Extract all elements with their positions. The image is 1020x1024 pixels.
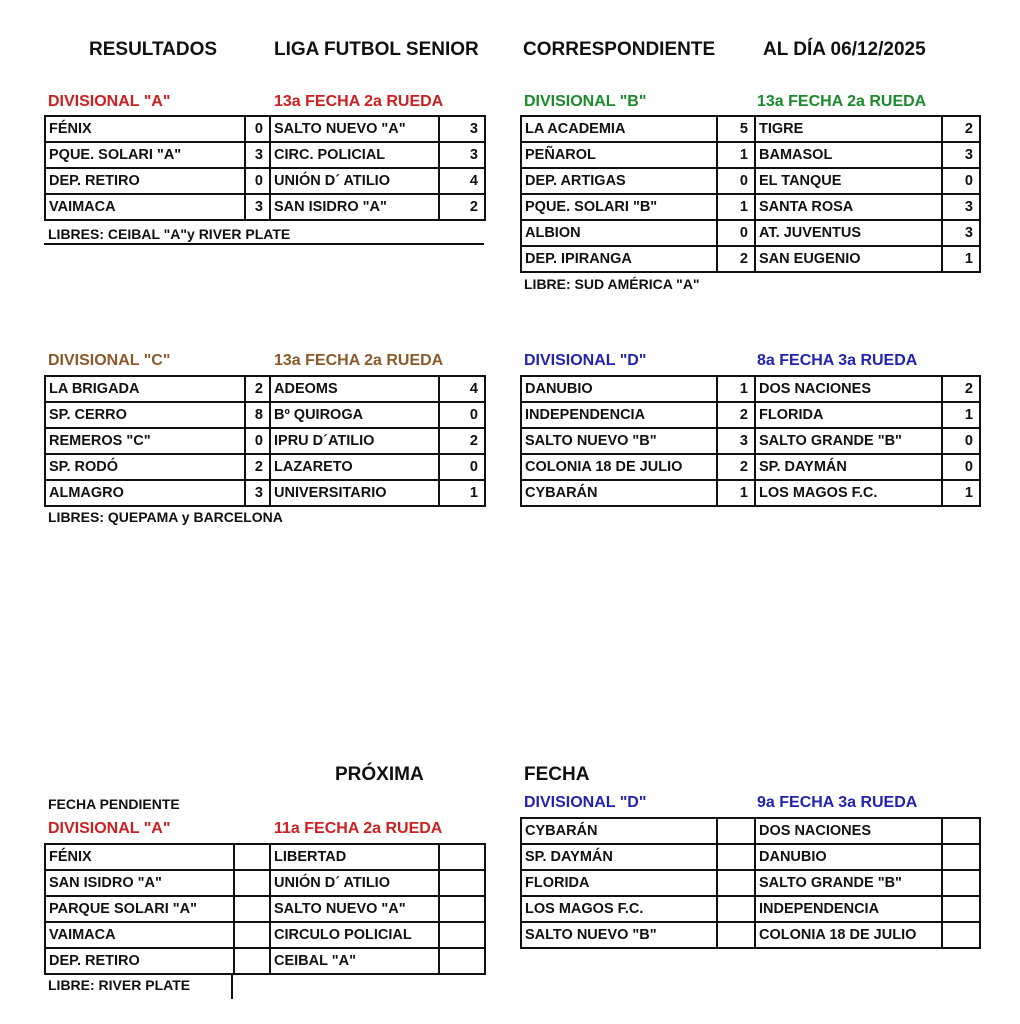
team-away: SALTO GRANDE "B" [755, 870, 942, 896]
score-away: 4 [439, 376, 485, 402]
score-away: 0 [439, 402, 485, 428]
team-away: DOS NACIONES [755, 376, 942, 402]
team-away: LIBERTAD [270, 844, 439, 870]
score-home: 0 [245, 168, 270, 194]
score-home: 3 [245, 194, 270, 220]
score-home: 1 [717, 194, 755, 220]
score-home: 2 [717, 454, 755, 480]
table-row [521, 844, 980, 870]
score-away: 3 [439, 142, 485, 168]
score-home: 0 [245, 116, 270, 142]
score-home [717, 844, 755, 870]
team-home: DEP. RETIRO [45, 168, 245, 194]
div-d-title: DIVISIONAL "D" [524, 352, 647, 369]
table-row [521, 142, 980, 168]
team-home: SP. DAYMÁN [521, 844, 717, 870]
team-home: DEP. RETIRO [45, 948, 234, 974]
score-away: 2 [942, 376, 980, 402]
team-home: CYBARÁN [521, 480, 717, 506]
team-home: PQUE. SOLARI "A" [45, 142, 245, 168]
table-row [521, 480, 980, 506]
table-row [45, 896, 485, 922]
score-home: 5 [717, 116, 755, 142]
team-away: SALTO NUEVO "A" [270, 896, 439, 922]
score-home: 1 [717, 480, 755, 506]
team-home: VAIMACA [45, 194, 245, 220]
score-away [942, 818, 980, 844]
div-b-body [521, 116, 980, 272]
team-away: LOS MAGOS F.C. [755, 480, 942, 506]
team-away: SANTA ROSA [755, 194, 942, 220]
header-correspondiente: CORRESPONDIENTE [523, 39, 716, 60]
score-home: 2 [717, 246, 755, 272]
score-home [717, 870, 755, 896]
team-home: REMEROS "C" [45, 428, 245, 454]
div-b-title: DIVISIONAL "B" [524, 93, 647, 110]
div-a-divider [44, 243, 484, 245]
table-row [45, 194, 485, 220]
score-away [942, 896, 980, 922]
score-home: 0 [717, 220, 755, 246]
div-b-table [520, 115, 981, 273]
team-away: CIRC. POLICIAL [270, 142, 439, 168]
prox-d-title: DIVISIONAL "D" [524, 794, 647, 811]
table-row [521, 818, 980, 844]
score-home: 8 [245, 402, 270, 428]
table-row [45, 870, 485, 896]
table-row [45, 116, 485, 142]
table-row [45, 428, 485, 454]
table-row [521, 246, 980, 272]
team-home: SAN ISIDRO "A" [45, 870, 234, 896]
team-away: AT. JUVENTUS [755, 220, 942, 246]
prox-a-body [45, 844, 485, 974]
table-row [45, 948, 485, 974]
team-home: LA BRIGADA [45, 376, 245, 402]
team-away: COLONIA 18 DE JULIO [755, 922, 942, 948]
table-row [521, 896, 980, 922]
team-home: FLORIDA [521, 870, 717, 896]
team-away: BAMASOL [755, 142, 942, 168]
score-home [717, 818, 755, 844]
score-home: 2 [245, 376, 270, 402]
team-away: DOS NACIONES [755, 818, 942, 844]
score-home: 3 [245, 480, 270, 506]
div-c-table [44, 375, 486, 507]
score-away: 3 [942, 220, 980, 246]
score-away [942, 922, 980, 948]
team-home: DANUBIO [521, 376, 717, 402]
score-home [717, 896, 755, 922]
score-away [439, 844, 485, 870]
prox-a-libre-divider [231, 973, 233, 999]
score-away [942, 870, 980, 896]
team-away: SAN EUGENIO [755, 246, 942, 272]
score-away: 0 [942, 428, 980, 454]
team-away: TIGRE [755, 116, 942, 142]
score-away: 4 [439, 168, 485, 194]
score-away: 0 [942, 168, 980, 194]
team-home: ALBION [521, 220, 717, 246]
score-home: 2 [245, 454, 270, 480]
prox-d-table [520, 817, 981, 949]
team-home: LOS MAGOS F.C. [521, 896, 717, 922]
prox-a-title: DIVISIONAL "A" [48, 820, 171, 837]
table-row [521, 870, 980, 896]
table-row [521, 402, 980, 428]
div-c-libres: LIBRES: QUEPAMA y BARCELONA [48, 509, 283, 525]
score-home: 3 [717, 428, 755, 454]
team-home: DEP. IPIRANGA [521, 246, 717, 272]
team-away: UNIÓN D´ ATILIO [270, 168, 439, 194]
score-away: 1 [942, 246, 980, 272]
score-away [942, 844, 980, 870]
table-row [45, 142, 485, 168]
team-away: Bº QUIROGA [270, 402, 439, 428]
team-away: SALTO NUEVO "A" [270, 116, 439, 142]
score-away: 3 [439, 116, 485, 142]
team-away: ADEOMS [270, 376, 439, 402]
score-away: 1 [942, 480, 980, 506]
score-home: 0 [717, 168, 755, 194]
score-home [234, 844, 270, 870]
team-home: CYBARÁN [521, 818, 717, 844]
score-away: 1 [439, 480, 485, 506]
score-home [234, 896, 270, 922]
table-row [45, 454, 485, 480]
table-row [45, 480, 485, 506]
table-row [521, 194, 980, 220]
score-away [439, 922, 485, 948]
table-row [521, 428, 980, 454]
score-home: 2 [717, 402, 755, 428]
team-away: SAN ISIDRO "A" [270, 194, 439, 220]
team-home: PQUE. SOLARI "B" [521, 194, 717, 220]
proxima-label: PRÓXIMA [335, 764, 424, 785]
team-home: ALMAGRO [45, 480, 245, 506]
div-c-fecha: 13a FECHA 2a RUEDA [274, 352, 444, 369]
div-d-table [520, 375, 981, 507]
team-home: FÉNIX [45, 844, 234, 870]
team-home: SALTO NUEVO "B" [521, 922, 717, 948]
table-row [45, 922, 485, 948]
prox-a-libre: LIBRE: RIVER PLATE [48, 977, 191, 993]
div-a-fecha: 13a FECHA 2a RUEDA [274, 93, 444, 110]
team-home: FÉNIX [45, 116, 245, 142]
score-home [234, 922, 270, 948]
score-away: 3 [942, 194, 980, 220]
div-c-body [45, 376, 485, 506]
team-home: SP. CERRO [45, 402, 245, 428]
score-home: 1 [717, 142, 755, 168]
score-home: 0 [245, 428, 270, 454]
table-row [521, 454, 980, 480]
table-row [521, 376, 980, 402]
score-away [439, 948, 485, 974]
score-away: 2 [439, 428, 485, 454]
score-away: 0 [942, 454, 980, 480]
fecha-label: FECHA [524, 764, 590, 785]
score-home: 1 [717, 376, 755, 402]
header-liga: LIGA FUTBOL SENIOR [274, 39, 479, 60]
prox-d-body [521, 818, 980, 948]
team-away: DANUBIO [755, 844, 942, 870]
team-home: COLONIA 18 DE JULIO [521, 454, 717, 480]
div-d-body [521, 376, 980, 506]
team-home: VAIMACA [45, 922, 234, 948]
score-home [234, 870, 270, 896]
table-row [45, 168, 485, 194]
team-away: SALTO GRANDE "B" [755, 428, 942, 454]
div-b-libre: LIBRE: SUD AMÉRICA "A" [524, 276, 700, 292]
table-row [45, 376, 485, 402]
team-away: CEIBAL "A" [270, 948, 439, 974]
div-a-body [45, 116, 485, 220]
team-home: INDEPENDENCIA [521, 402, 717, 428]
team-home: DEP. ARTIGAS [521, 168, 717, 194]
score-away: 3 [942, 142, 980, 168]
score-away: 2 [942, 116, 980, 142]
score-away [439, 896, 485, 922]
table-row [45, 402, 485, 428]
table-row [45, 844, 485, 870]
team-away: LAZARETO [270, 454, 439, 480]
score-away: 1 [942, 402, 980, 428]
score-away: 0 [439, 454, 485, 480]
score-away [439, 870, 485, 896]
table-row [521, 220, 980, 246]
team-away: UNIÓN D´ ATILIO [270, 870, 439, 896]
team-away: EL TANQUE [755, 168, 942, 194]
header-al-dia: AL DÍA 06/12/2025 [763, 39, 926, 60]
team-away: SP. DAYMÁN [755, 454, 942, 480]
score-home: 3 [245, 142, 270, 168]
header-resultados: RESULTADOS [89, 39, 218, 60]
team-away: IPRU D´ATILIO [270, 428, 439, 454]
team-home: SP. RODÓ [45, 454, 245, 480]
div-a-libres: LIBRES: CEIBAL "A"y RIVER PLATE [48, 226, 291, 242]
score-home [717, 922, 755, 948]
table-row [521, 922, 980, 948]
div-a-table [44, 115, 486, 221]
fecha-pendiente: FECHA PENDIENTE [48, 796, 180, 812]
div-c-title: DIVISIONAL "C" [48, 352, 171, 369]
team-home: SALTO NUEVO "B" [521, 428, 717, 454]
score-away: 2 [439, 194, 485, 220]
team-away: UNIVERSITARIO [270, 480, 439, 506]
team-home: PEÑAROL [521, 142, 717, 168]
team-away: INDEPENDENCIA [755, 896, 942, 922]
prox-a-fecha: 11a FECHA 2a RUEDA [274, 820, 443, 837]
div-d-fecha: 8a FECHA 3a RUEDA [757, 352, 918, 369]
prox-a-table [44, 843, 486, 975]
score-home [234, 948, 270, 974]
team-away: FLORIDA [755, 402, 942, 428]
team-home: PARQUE SOLARI "A" [45, 896, 234, 922]
table-row [521, 168, 980, 194]
div-a-title: DIVISIONAL "A" [48, 93, 171, 110]
prox-d-fecha: 9a FECHA 3a RUEDA [757, 794, 918, 811]
team-home: LA ACADEMIA [521, 116, 717, 142]
div-b-fecha: 13a FECHA 2a RUEDA [757, 93, 927, 110]
table-row [521, 116, 980, 142]
team-away: CIRCULO POLICIAL [270, 922, 439, 948]
